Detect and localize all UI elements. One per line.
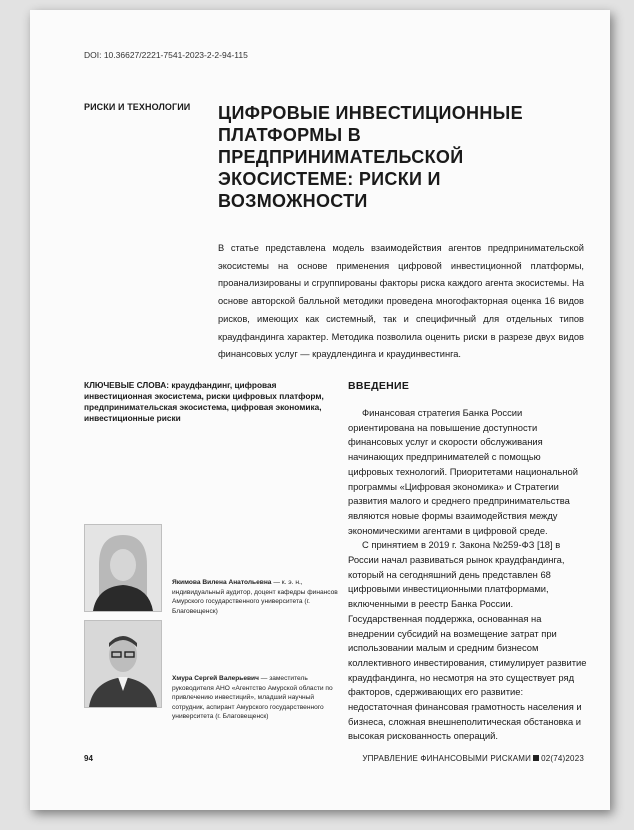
paragraph: Финансовая стратегия Банка России ориентирована на повышение доступности финансовых услуг и скорости обслуживания начинающих предпринимателей с помощью цифровых технологий. Приоритетами национальной программы «Цифровая экономика» и Стратегии развития малого и среднего предпринимательства являются новые формы взаимодействия между экономическими агентами в цифровой среде. — [348, 407, 578, 536]
rubric: РИСКИ И ТЕХНОЛОГИИ — [84, 102, 191, 112]
author-name: Якимова Вилена Анатольевна — [172, 579, 272, 586]
author-photo-1 — [84, 524, 162, 612]
author-details: — к. э. н., индивидуальный аудитор, доцент кафедры финансов Амурского государственного университета (г. Благовещенск) — [172, 579, 338, 615]
keywords: КЛЮЧЕВЫЕ СЛОВА: краудфандинг, цифровая инвестиционная экосистема, риски цифровых платформ, предпринимательская экосистема, цифровая экономика, инвестиционные риски — [84, 380, 324, 423]
journal-title: УПРАВЛЕНИЕ ФИНАНСОВЫМИ РИСКАМИ — [362, 754, 532, 763]
author-info-2 — [172, 674, 342, 722]
author-name: Хмура Сергей Валерьевич — [172, 675, 259, 682]
author-photo-2 — [84, 620, 162, 708]
journal-name — [362, 754, 584, 763]
author-details: — заместитель руководителя АНО «Агентство Амурской области по привлечению инвестиций», младший научный сотрудник, аспирант Амурского государственного университета (г. Благовещенск) — [172, 675, 333, 720]
author-info-1 — [172, 578, 342, 616]
section-title: ВВЕДЕНИЕ — [348, 380, 410, 392]
journal-page — [30, 10, 610, 810]
article-title: ЦИФРОВЫЕ ИНВЕСТИЦИОННЫЕ ПЛАТФОРМЫ В ПРЕДПРИНИМАТЕЛЬСКОЙ ЭКОСИСТЕМЕ: РИСКИ И ВОЗМОЖНОСТИ — [218, 103, 523, 211]
square-icon — [533, 755, 539, 761]
body-text — [348, 406, 588, 744]
abstract: В статье представлена модель взаимодействия агентов предпринимательской экосистемы на основе применения цифровой инвестиционной платформы, проанализированы и сгруппированы факторы риска каждого агента экосистемы. На основе авторской балльной методики проведена многофакторная оценка 16 видов рисков, имеющих как системный, так и специфичный для отдельных типов краудфандинга характер. Методика позволила оценить риски в разрезе двух видов финансовых услуг — краудлендинга и краудинвестинга. — [218, 243, 584, 360]
journal-issue: 02(74)2023 — [541, 754, 584, 763]
paragraph: С принятием в 2019 г. Закона №259-ФЗ [18] в России начал развиваться рынок краудфандинга, который на сегодняшний день представлен 68 цифровыми инвестиционными платформами, включенными в реестр Банка России. Государственная поддержка, основанная на внедрении субсидий на возмещение затрат при использовании малым и средним бизнесом коллективного инвестирования, стимулирует развитие краудфандинга, но несмотря на это существует ряд факторов, сдерживающих его развитие: недостаточная финансовая грамотность населения и бизнеса, сложная внешнеполитическая обстановка и высокая рискованность операций. — [348, 539, 587, 742]
doi: DOI: 10.36627/2221-7541-2023-2-2-94-115 — [84, 50, 248, 60]
page-number: 94 — [84, 754, 93, 763]
